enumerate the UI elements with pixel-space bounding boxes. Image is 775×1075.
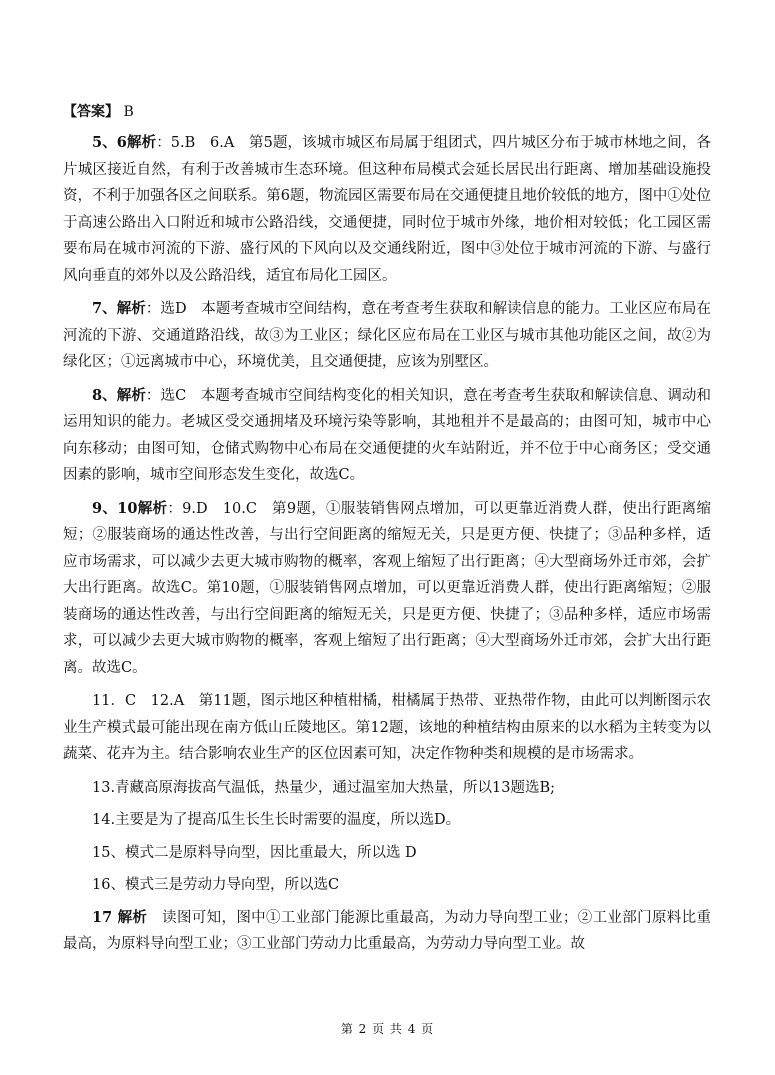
answer-label: 【答案】 [63,104,119,120]
explanation-13-text: 13.青藏高原海拔高气温低，热量少，通过温室加大热量，所以13题选B; [92,779,556,796]
explanation-15 [63,840,711,867]
explanation-14-text: 14.主要是为了提高瓜生长生长时需要的温度，所以选D。 [92,812,461,828]
explanation-7 [63,296,711,376]
explanation-9-10 [63,496,711,682]
page-footer: 第 2 页 共 4 页 [340,1022,435,1036]
answer-value: B [119,104,134,120]
explanation-14 [63,807,711,834]
explanation-17-text: 读图可知，图中①工业部门能源比重最高，为动力导向型工业；②工业部门原料比重最高，为原料导向型工业；③工业部门劳动力比重最高，为劳动力导向型工业。故 [63,909,711,952]
explanation-11-12 [63,688,711,768]
answer-content [63,102,711,965]
explanation-7-lead: 7、解析 [92,300,146,317]
explanation-17-lead: 17 解析 [92,908,148,926]
explanation-9-10-text: ：9.D 10.C 第9题，①服装销售网点增加，可以更靠近消费人群，使出行距离缩短；②服装商场的通达性改善，与出行空间距离的缩短无关，只是更方便、快捷了；③品种多样，适应市场需求，可以减少去更大城市购物的概率，客观上缩短了出行距离；④大型商场外迁市郊，会扩大出行距离。故选C。第10题，①服装销售网点增加，可以更靠近消费人群，使出行距离缩短；②服装商场的通达性改善，与出行空间距离的缩短无关，只是更方便、快捷了；③品种多样，适应市场需求，可以减少去更大城市购物的概率，客观上缩短了出行距离；④大型商场外迁市郊，会扩大出行距离。故选C。 [63,500,711,676]
explanation-8-text: ：选C 本题考查城市空间结构变化的相关知识，意在考查考生获取和解读信息、调动和运用知识的能力。老城区受交通拥堵及环境污染等影响，其地租并不是最高的；由图可知，城市中心向东移动；由图可知，仓储式购物中心布局在交通便捷的火车站附近，并不位于中心商务区；受交通因素的影响，城市空间形态发生变化，故选C。 [63,387,711,483]
explanation-15-text: 15、模式二是原料导向型，因比重最大，所以选 D [92,844,417,861]
explanation-8-lead: 8、解析 [92,386,146,404]
explanation-16-text: 16、模式三是劳动力导向型，所以选C [92,877,340,893]
explanation-5-6-lead: 5、6解析 [92,134,157,151]
explanation-13 [63,775,711,802]
explanation-16 [63,872,711,899]
explanation-5-6 [63,130,711,289]
answer-line [63,102,711,122]
explanation-9-10-lead: 9、10解析 [92,499,168,517]
explanation-7-text: ：选D 本题考查城市空间结构，意在考查考生获取和解读信息的能力。工业区应布局在河流的下游、交通道路沿线，故③为工业区；绿化区应布局在工业区与城市其他功能区之间，故②为绿化区；①远离城市中心，环境优美，且交通便捷，应该为别墅区。 [63,301,711,370]
explanation-5-6-text: ：5.B 6.A 第5题，该城市城区布局属于组团式，四片城区分布于城市林地之间，各片城区接近自然，有利于改善城市生态环境。但这种布局模式会延长居民出行距离、增加基础设施投资，不利于加强各区之间联系。第6题，物流园区需要布局在交通便捷且地价较低的地方，图中①处位于高速公路出入口附近和城市公路沿线，交通便捷，同时位于城市外缘，地价相对较低；化工园区需要布局在城市河流的下游、盛行风的下风向以及交通线附近，图中③处位于城市河流的下游、与盛行风向垂直的郊外以及公路沿线，适宜布局化工园区。 [63,135,711,284]
explanation-17 [63,905,711,958]
explanation-8 [63,383,711,489]
explanation-11-12-text: 11．C 12.A 第11题，图示地区种植柑橘，柑橘属于热带、亚热带作物，由此可以判断图示农业生产模式最可能出现在南方低山丘陵地区。第12题，该地的种植结构由原来的以水稻为主转变为以蔬菜、花卉为主。结合影响农业生产的区位因素可知，决定作物种类和规模的是市场需求。 [63,693,711,762]
